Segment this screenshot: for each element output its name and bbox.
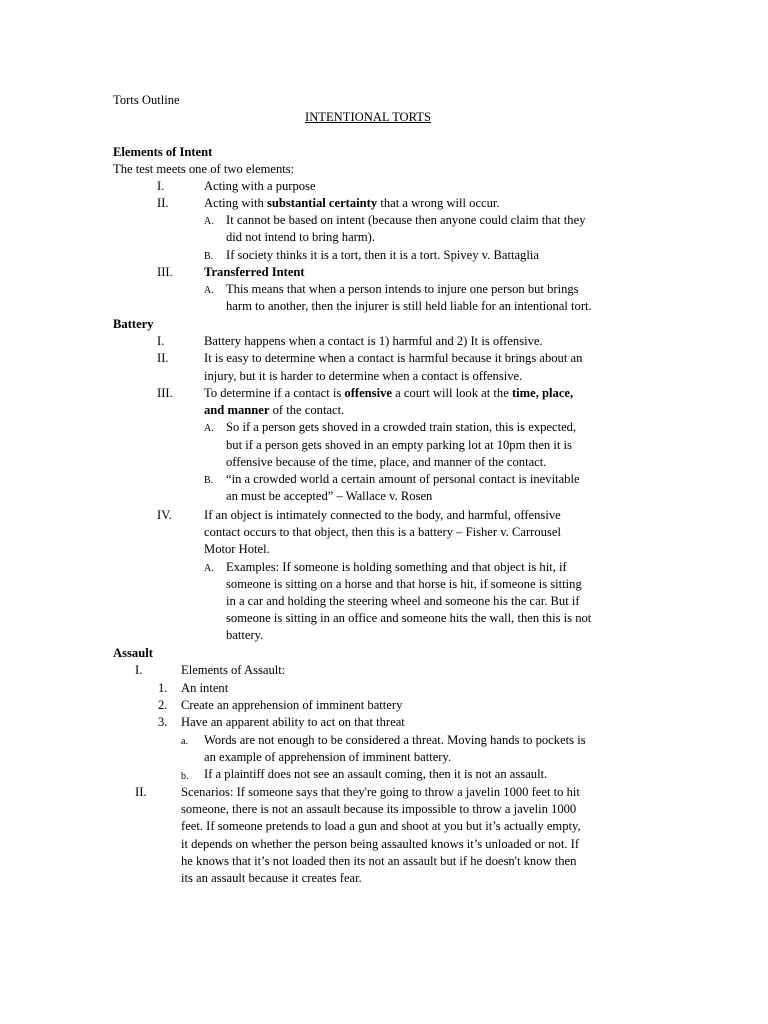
list-item: This means that when a person intends to injure one person but brings (226, 282, 579, 296)
list-number: IV. (157, 508, 172, 522)
list-item-continuation: feet. If someone pretends to load a gun and shoot at you but it’s actually empty, (181, 819, 581, 833)
section-heading-intent: Elements of Intent (113, 145, 213, 159)
list-item: An intent (181, 681, 229, 695)
list-item-continuation: did not intend to bring harm). (226, 230, 376, 244)
list-item: “in a crowded world a certain amount of personal contact is inevitable (226, 472, 580, 486)
list-number: I. (157, 179, 165, 193)
list-item: If a plaintiff does not see an assault coming, then it is not an assault. (204, 767, 548, 781)
list-item: Elements of Assault: (181, 663, 286, 677)
intent-intro: The test meets one of two elements: (113, 162, 295, 176)
document-header: Torts Outline (113, 93, 180, 107)
list-letter: b. (181, 771, 189, 782)
list-item-continuation: and manner of the contact. (204, 403, 345, 417)
list-item: If an object is intimately connected to the body, and harmful, offensive (204, 508, 561, 522)
list-number: II. (135, 785, 147, 799)
list-item-continuation: in a car and holding the steering wheel and someone his the car. But if (226, 594, 580, 608)
list-item-continuation: harm to another, then the injurer is still held liable for an intentional tort. (226, 299, 592, 313)
list-item: Create an apprehension of imminent battery (181, 698, 403, 712)
list-item: Have an apparent ability to act on that threat (181, 715, 405, 729)
list-number: II. (157, 196, 169, 210)
list-number: I. (135, 663, 143, 677)
list-number: III. (157, 265, 173, 279)
list-item: Scenarios: If someone says that they're going to throw a javelin 1000 feet to hit (181, 785, 580, 799)
list-item-continuation: it depends on whether the person being assaulted knows it’s unloaded or not. If (181, 837, 580, 851)
list-item: Examples: If someone is holding something and that object is hit, if (226, 560, 567, 574)
list-letter: A. (204, 216, 214, 227)
list-item-continuation: Motor Hotel. (204, 542, 270, 556)
list-item: Battery happens when a contact is 1) harmful and 2) It is offensive. (204, 334, 543, 348)
list-item: If society thinks it is a tort, then it is a tort. Spivey v. Battaglia (226, 248, 539, 262)
list-number: 2. (158, 698, 168, 712)
list-number: 3. (158, 715, 168, 729)
list-letter: B. (204, 475, 214, 486)
list-item-continuation: an must be accepted” – Wallace v. Rosen (226, 489, 433, 503)
list-item-continuation: he knows that it’s not loaded then its not an assault but if he doesn't know then (181, 854, 577, 868)
list-letter: B. (204, 251, 214, 262)
list-item-continuation: injury, but it is harder to determine when a contact is offensive. (204, 369, 523, 383)
list-item: Acting with a purpose (204, 179, 316, 193)
list-item-continuation: someone is sitting on a horse and that horse is hit, if someone is sitting (226, 577, 582, 591)
list-item-continuation: its an assault because it creates fear. (181, 871, 362, 885)
list-item-continuation: but if a person gets shoved in an empty parking lot at 10pm then it is (226, 438, 572, 452)
list-item-continuation: battery. (226, 628, 264, 642)
list-item-continuation: an example of apprehension of imminent battery. (204, 750, 452, 764)
section-heading-assault: Assault (113, 646, 153, 660)
list-item-continuation: someone is sitting in an office and someone hits the wall, then this is not (226, 611, 592, 625)
list-letter: A. (204, 423, 214, 434)
list-number: I. (157, 334, 165, 348)
list-item: It cannot be based on intent (because then anyone could claim that they (226, 213, 586, 227)
list-letter: a. (181, 736, 188, 747)
list-item: Words are not enough to be considered a threat. Moving hands to pockets is (204, 733, 586, 747)
list-item: Acting with substantial certainty that a wrong will occur. (204, 196, 500, 210)
list-item: Transferred Intent (204, 265, 305, 279)
list-number: III. (157, 386, 173, 400)
list-item-continuation: offensive because of the time, place, and manner of the contact. (226, 455, 547, 469)
list-item-continuation: contact occurs to that object, then this is a battery – Fisher v. Carrousel (204, 525, 561, 539)
list-item-continuation: someone, there is not an assault because its impossible to throw a javelin 1000 (181, 802, 577, 816)
document-title: INTENTIONAL TORTS (305, 110, 431, 124)
list-item: To determine if a contact is offensive a court will look at the time, place, (204, 386, 574, 400)
list-letter: A. (204, 563, 214, 574)
list-number: 1. (158, 681, 168, 695)
list-number: II. (157, 351, 169, 365)
section-heading-battery: Battery (113, 317, 154, 331)
list-item: It is easy to determine when a contact is harmful because it brings about an (204, 351, 583, 365)
list-letter: A. (204, 285, 214, 296)
list-item: So if a person gets shoved in a crowded train station, this is expected, (226, 420, 577, 434)
